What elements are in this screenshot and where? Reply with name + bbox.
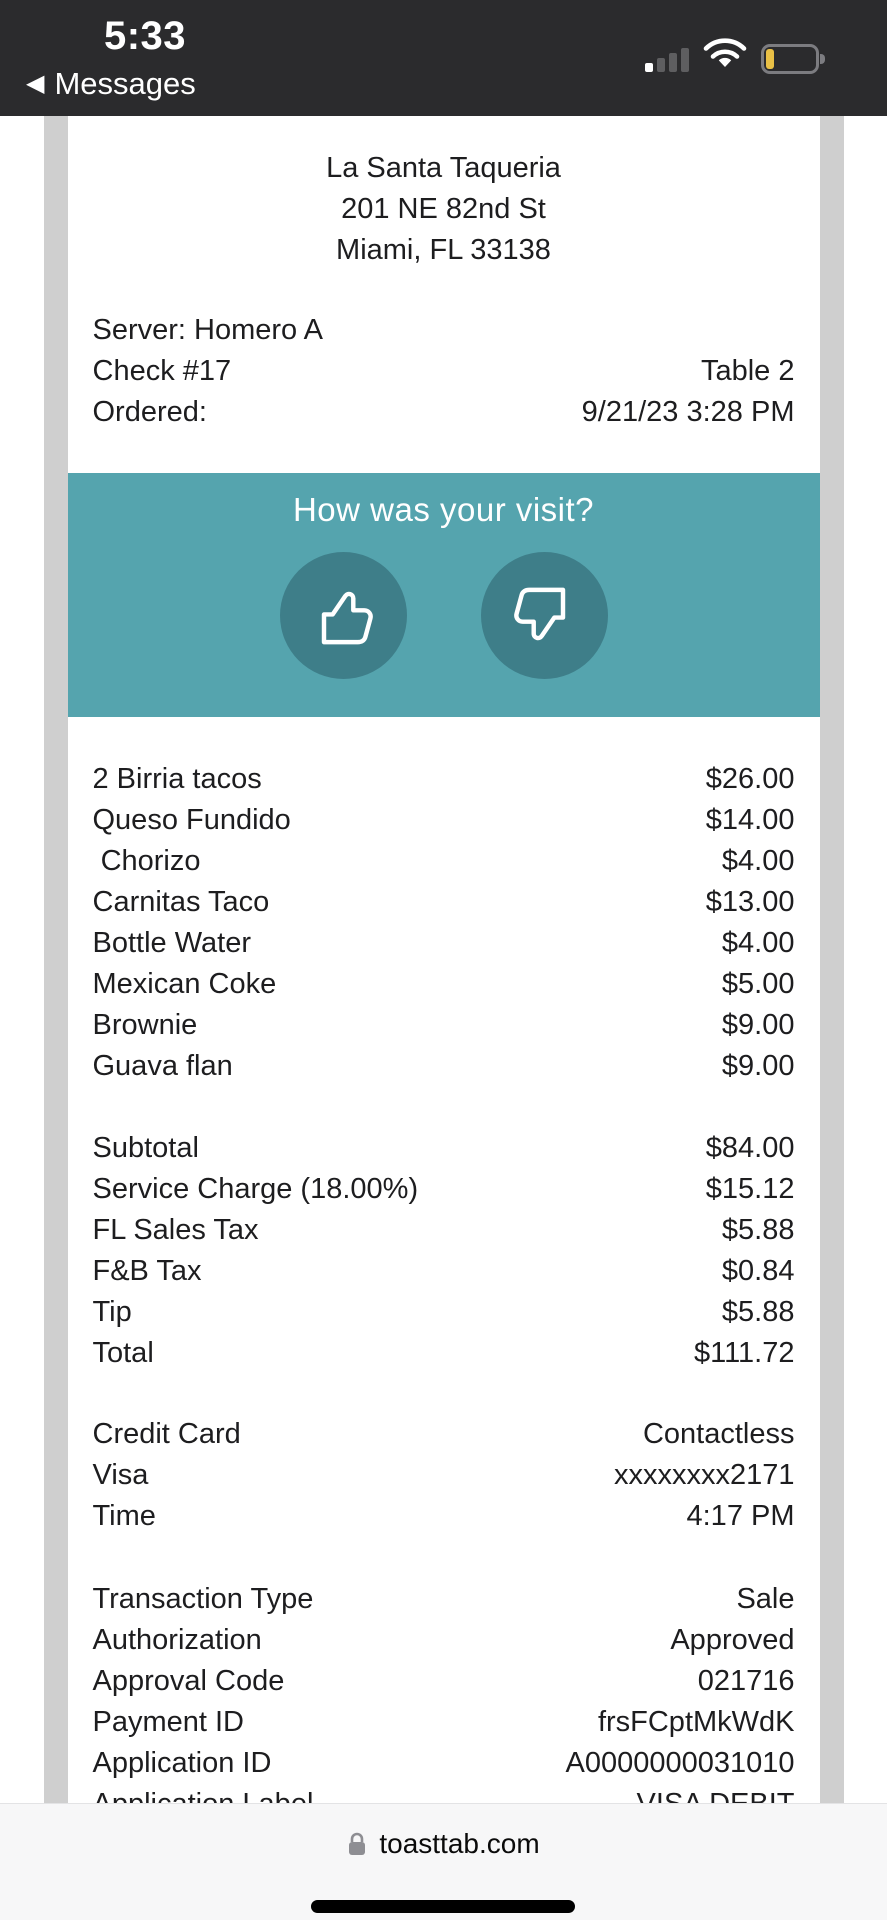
home-indicator[interactable] <box>311 1900 575 1913</box>
line-value: $84.00 <box>705 1132 795 1164</box>
receipt-line <box>93 1292 795 1333</box>
line-value: $111.72 <box>693 1337 795 1369</box>
cellular-signal-icon <box>645 44 689 74</box>
thumbs-down-icon <box>506 578 582 654</box>
receipt-line <box>93 1251 795 1292</box>
line-value: Contactless <box>642 1418 795 1450</box>
survey-question: How was your visit? <box>292 491 595 528</box>
battery-level-low <box>766 49 774 69</box>
status-time: 5:33 <box>103 14 187 58</box>
line-label: Application ID <box>92 1747 272 1779</box>
line-label: Service Charge (18.00%) <box>92 1173 419 1205</box>
lock-icon <box>347 1831 367 1857</box>
back-to-messages-button[interactable] <box>26 66 196 102</box>
receipt-line <box>93 1210 795 1251</box>
restaurant-name: La Santa Taqueria <box>326 152 561 184</box>
line-value: $5.00 <box>721 968 795 1000</box>
thumbs-down-button[interactable] <box>481 552 608 679</box>
line-value: A0000000031010 <box>565 1747 795 1779</box>
restaurant-header <box>93 148 795 271</box>
receipt-line <box>93 1496 795 1537</box>
line-label: Server: Homero A <box>92 314 323 346</box>
line-value: $26.00 <box>705 763 795 795</box>
line-value: $5.88 <box>721 1214 795 1246</box>
line-label: 2 Birria tacos <box>92 763 262 795</box>
receipt-line <box>93 841 795 882</box>
line-label: Mexican Coke <box>92 968 277 1000</box>
line-value: 4:17 PM <box>686 1500 795 1532</box>
check-meta <box>93 310 795 433</box>
line-label: Total <box>92 1337 154 1369</box>
line-value: Approved <box>670 1624 795 1656</box>
line-label: Visa <box>92 1459 149 1491</box>
receipt-line <box>93 1046 795 1087</box>
survey-buttons <box>68 552 820 679</box>
receipt-background <box>44 116 844 1920</box>
line-label: Tip <box>92 1296 132 1328</box>
line-value: $14.00 <box>705 804 795 836</box>
receipt-line <box>93 1579 795 1620</box>
transaction-list <box>93 1579 795 1825</box>
line-label: Check #17 <box>92 355 232 387</box>
line-label: Subtotal <box>92 1132 199 1164</box>
restaurant-address-line2: Miami, FL 33138 <box>336 234 551 266</box>
address-bar[interactable] <box>0 1828 887 1860</box>
line-label: Chorizo <box>92 845 201 877</box>
back-label: Messages <box>54 66 196 101</box>
line-value: $5.88 <box>721 1296 795 1328</box>
receipt-line <box>93 800 795 841</box>
receipt-line <box>93 392 795 433</box>
domain-text: toasttab.com <box>379 1828 540 1859</box>
line-value: 9/21/23 3:28 PM <box>581 396 795 428</box>
status-bar <box>0 0 887 116</box>
line-label: Credit Card <box>92 1418 241 1450</box>
line-value: $9.00 <box>721 1050 795 1082</box>
battery-icon <box>761 44 827 74</box>
wifi-icon <box>703 37 747 74</box>
receipt-line <box>93 1743 795 1784</box>
line-value: $4.00 <box>721 927 795 959</box>
receipt-line <box>93 351 795 392</box>
line-value: Table 2 <box>700 355 795 387</box>
receipt-line <box>93 1414 795 1455</box>
line-label: Bottle Water <box>92 927 251 959</box>
line-label: Carnitas Taco <box>92 886 270 918</box>
line-label: Transaction Type <box>92 1583 314 1615</box>
status-icons <box>645 40 827 74</box>
restaurant-address-line1: 201 NE 82nd St <box>341 193 546 225</box>
receipt-line <box>93 1702 795 1743</box>
web-page <box>0 116 887 1920</box>
line-value: $4.00 <box>721 845 795 877</box>
receipt-line <box>93 1661 795 1702</box>
line-label: Time <box>92 1500 156 1532</box>
line-label: Guava flan <box>92 1050 233 1082</box>
line-label: FL Sales Tax <box>92 1214 259 1246</box>
thumbs-up-button[interactable] <box>280 552 407 679</box>
receipt-line <box>93 1620 795 1661</box>
receipt-line <box>93 759 795 800</box>
receipt-line <box>93 1169 795 1210</box>
line-label: F&B Tax <box>92 1255 202 1287</box>
line-value: $0.84 <box>721 1255 795 1287</box>
safari-bottom-bar <box>0 1803 887 1920</box>
receipt-line <box>93 1455 795 1496</box>
line-label: Approval Code <box>92 1665 285 1697</box>
item-list <box>93 759 795 1087</box>
line-label: Payment ID <box>92 1706 244 1738</box>
line-label: Queso Fundido <box>92 804 291 836</box>
line-value: Sale <box>736 1583 795 1615</box>
line-value: xxxxxxxx2171 <box>613 1459 795 1491</box>
thumbs-up-icon <box>305 578 381 654</box>
line-label: Authorization <box>92 1624 262 1656</box>
line-label: Ordered: <box>92 396 207 428</box>
receipt-line <box>93 1333 795 1374</box>
receipt-line <box>93 1128 795 1169</box>
line-label: Brownie <box>92 1009 198 1041</box>
line-value: 021716 <box>697 1665 795 1697</box>
receipt-line <box>93 923 795 964</box>
back-arrow-icon: ◀ <box>26 70 45 97</box>
receipt-line <box>93 310 795 351</box>
receipt-line <box>93 1005 795 1046</box>
line-value: $15.12 <box>705 1173 795 1205</box>
payment-list <box>93 1414 795 1537</box>
line-value: $13.00 <box>705 886 795 918</box>
receipt-line <box>93 964 795 1005</box>
survey-banner <box>68 473 820 717</box>
receipt-line <box>93 882 795 923</box>
line-value: $9.00 <box>721 1009 795 1041</box>
totals-list <box>93 1128 795 1374</box>
receipt-card <box>68 116 820 1920</box>
line-value: frsFCptMkWdK <box>597 1706 795 1738</box>
